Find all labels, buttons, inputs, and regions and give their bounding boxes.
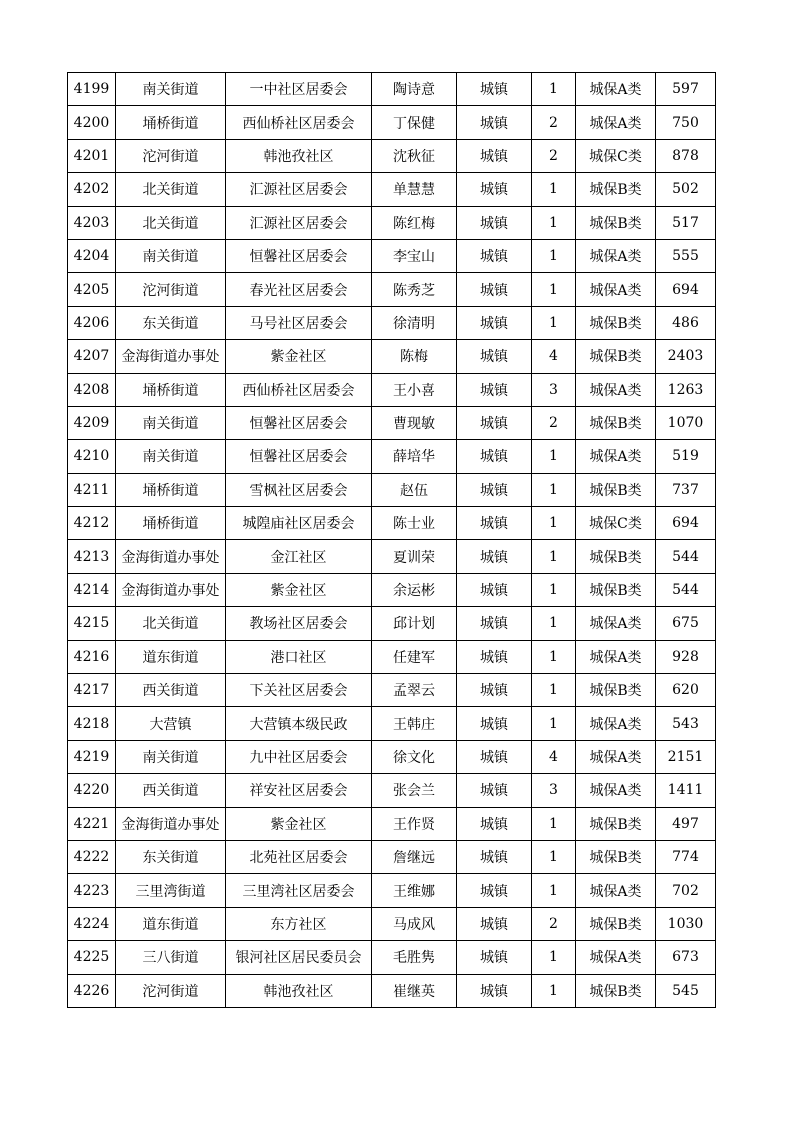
residence-type-cell: 城镇 xyxy=(457,340,532,373)
amount-cell: 1263 xyxy=(656,373,716,406)
name-cell: 赵伍 xyxy=(372,473,457,506)
table-row xyxy=(68,840,716,873)
name-cell: 陈士业 xyxy=(372,507,457,540)
amount-cell: 673 xyxy=(656,941,716,974)
record-number-cell: 4220 xyxy=(68,774,116,807)
residence-type-cell: 城镇 xyxy=(457,941,532,974)
community-cell: 雪枫社区居委会 xyxy=(226,473,372,506)
community-cell: 紫金社区 xyxy=(226,807,372,840)
residence-type-cell: 城镇 xyxy=(457,573,532,606)
table-row xyxy=(68,373,716,406)
table-row xyxy=(68,707,716,740)
amount-cell: 675 xyxy=(656,607,716,640)
table-row xyxy=(68,974,716,1007)
category-cell: 城保B类 xyxy=(576,907,656,940)
name-cell: 曹现敏 xyxy=(372,406,457,439)
community-cell: 汇源社区居委会 xyxy=(226,206,372,239)
table-row xyxy=(68,774,716,807)
table-row xyxy=(68,540,716,573)
amount-cell: 2403 xyxy=(656,340,716,373)
residence-type-cell: 城镇 xyxy=(457,540,532,573)
record-number-cell: 4222 xyxy=(68,840,116,873)
amount-cell: 737 xyxy=(656,473,716,506)
residence-type-cell: 城镇 xyxy=(457,674,532,707)
residence-type-cell: 城镇 xyxy=(457,607,532,640)
category-cell: 城保A类 xyxy=(576,774,656,807)
community-cell: 汇源社区居委会 xyxy=(226,173,372,206)
amount-cell: 555 xyxy=(656,239,716,272)
category-cell: 城保A类 xyxy=(576,607,656,640)
subdistrict-cell: 西关街道 xyxy=(116,674,226,707)
amount-cell: 1030 xyxy=(656,907,716,940)
amount-cell: 502 xyxy=(656,173,716,206)
amount-cell: 544 xyxy=(656,573,716,606)
record-number-cell: 4215 xyxy=(68,607,116,640)
residence-type-cell: 城镇 xyxy=(457,874,532,907)
amount-cell: 702 xyxy=(656,874,716,907)
record-number-cell: 4223 xyxy=(68,874,116,907)
roster-body xyxy=(68,73,716,1008)
name-cell: 詹继远 xyxy=(372,840,457,873)
community-cell: 春光社区居委会 xyxy=(226,273,372,306)
amount-cell: 1070 xyxy=(656,406,716,439)
category-cell: 城保B类 xyxy=(576,674,656,707)
household-size-cell: 1 xyxy=(532,540,576,573)
subdistrict-cell: 南关街道 xyxy=(116,406,226,439)
assistance-roster-table xyxy=(67,72,716,1008)
subdistrict-cell: 南关街道 xyxy=(116,740,226,773)
community-cell: 马号社区居委会 xyxy=(226,306,372,339)
residence-type-cell: 城镇 xyxy=(457,206,532,239)
amount-cell: 694 xyxy=(656,507,716,540)
household-size-cell: 1 xyxy=(532,206,576,239)
name-cell: 丁保健 xyxy=(372,106,457,139)
household-size-cell: 3 xyxy=(532,774,576,807)
record-number-cell: 4200 xyxy=(68,106,116,139)
household-size-cell: 3 xyxy=(532,373,576,406)
record-number-cell: 4217 xyxy=(68,674,116,707)
residence-type-cell: 城镇 xyxy=(457,640,532,673)
record-number-cell: 4206 xyxy=(68,306,116,339)
community-cell: 紫金社区 xyxy=(226,573,372,606)
subdistrict-cell: 西关街道 xyxy=(116,774,226,807)
table-row xyxy=(68,807,716,840)
record-number-cell: 4207 xyxy=(68,340,116,373)
table-row xyxy=(68,173,716,206)
amount-cell: 928 xyxy=(656,640,716,673)
record-number-cell: 4202 xyxy=(68,173,116,206)
household-size-cell: 1 xyxy=(532,273,576,306)
household-size-cell: 1 xyxy=(532,440,576,473)
name-cell: 陶诗意 xyxy=(372,73,457,106)
table-row xyxy=(68,73,716,106)
category-cell: 城保A类 xyxy=(576,740,656,773)
subdistrict-cell: 金海街道办事处 xyxy=(116,340,226,373)
community-cell: 恒馨社区居委会 xyxy=(226,239,372,272)
residence-type-cell: 城镇 xyxy=(457,139,532,172)
amount-cell: 519 xyxy=(656,440,716,473)
community-cell: 下关社区居委会 xyxy=(226,674,372,707)
table-row xyxy=(68,139,716,172)
household-size-cell: 1 xyxy=(532,640,576,673)
household-size-cell: 1 xyxy=(532,239,576,272)
name-cell: 李宝山 xyxy=(372,239,457,272)
subdistrict-cell: 南关街道 xyxy=(116,440,226,473)
table-row xyxy=(68,239,716,272)
subdistrict-cell: 北关街道 xyxy=(116,173,226,206)
community-cell: 城隍庙社区居委会 xyxy=(226,507,372,540)
name-cell: 邱计划 xyxy=(372,607,457,640)
residence-type-cell: 城镇 xyxy=(457,707,532,740)
record-number-cell: 4224 xyxy=(68,907,116,940)
name-cell: 王维娜 xyxy=(372,874,457,907)
amount-cell: 2151 xyxy=(656,740,716,773)
record-number-cell: 4216 xyxy=(68,640,116,673)
name-cell: 崔继英 xyxy=(372,974,457,1007)
amount-cell: 750 xyxy=(656,106,716,139)
record-number-cell: 4219 xyxy=(68,740,116,773)
category-cell: 城保B类 xyxy=(576,573,656,606)
name-cell: 薛培华 xyxy=(372,440,457,473)
residence-type-cell: 城镇 xyxy=(457,273,532,306)
residence-type-cell: 城镇 xyxy=(457,306,532,339)
table-row xyxy=(68,740,716,773)
household-size-cell: 1 xyxy=(532,941,576,974)
category-cell: 城保B类 xyxy=(576,406,656,439)
residence-type-cell: 城镇 xyxy=(457,740,532,773)
name-cell: 王作贤 xyxy=(372,807,457,840)
category-cell: 城保A类 xyxy=(576,373,656,406)
record-number-cell: 4211 xyxy=(68,473,116,506)
subdistrict-cell: 北关街道 xyxy=(116,607,226,640)
subdistrict-cell: 大营镇 xyxy=(116,707,226,740)
name-cell: 单慧慧 xyxy=(372,173,457,206)
community-cell: 恒馨社区居委会 xyxy=(226,406,372,439)
record-number-cell: 4204 xyxy=(68,239,116,272)
residence-type-cell: 城镇 xyxy=(457,807,532,840)
amount-cell: 543 xyxy=(656,707,716,740)
amount-cell: 1411 xyxy=(656,774,716,807)
category-cell: 城保B类 xyxy=(576,840,656,873)
category-cell: 城保B类 xyxy=(576,974,656,1007)
residence-type-cell: 城镇 xyxy=(457,406,532,439)
record-number-cell: 4209 xyxy=(68,406,116,439)
category-cell: 城保B类 xyxy=(576,340,656,373)
table-row xyxy=(68,874,716,907)
record-number-cell: 4213 xyxy=(68,540,116,573)
table-row xyxy=(68,907,716,940)
category-cell: 城保C类 xyxy=(576,139,656,172)
subdistrict-cell: 三里湾街道 xyxy=(116,874,226,907)
record-number-cell: 4221 xyxy=(68,807,116,840)
household-size-cell: 1 xyxy=(532,874,576,907)
name-cell: 陈红梅 xyxy=(372,206,457,239)
name-cell: 徐清明 xyxy=(372,306,457,339)
category-cell: 城保A类 xyxy=(576,106,656,139)
record-number-cell: 4208 xyxy=(68,373,116,406)
category-cell: 城保B类 xyxy=(576,807,656,840)
record-number-cell: 4218 xyxy=(68,707,116,740)
residence-type-cell: 城镇 xyxy=(457,473,532,506)
category-cell: 城保B类 xyxy=(576,206,656,239)
name-cell: 夏训荣 xyxy=(372,540,457,573)
residence-type-cell: 城镇 xyxy=(457,173,532,206)
table-row xyxy=(68,473,716,506)
household-size-cell: 1 xyxy=(532,974,576,1007)
record-number-cell: 4199 xyxy=(68,73,116,106)
community-cell: 大营镇本级民政 xyxy=(226,707,372,740)
category-cell: 城保A类 xyxy=(576,73,656,106)
table-row xyxy=(68,941,716,974)
subdistrict-cell: 道东街道 xyxy=(116,640,226,673)
community-cell: 九中社区居委会 xyxy=(226,740,372,773)
household-size-cell: 1 xyxy=(532,473,576,506)
subdistrict-cell: 金海街道办事处 xyxy=(116,573,226,606)
subdistrict-cell: 沱河街道 xyxy=(116,139,226,172)
table-row xyxy=(68,206,716,239)
amount-cell: 878 xyxy=(656,139,716,172)
community-cell: 三里湾社区居委会 xyxy=(226,874,372,907)
table-row xyxy=(68,306,716,339)
residence-type-cell: 城镇 xyxy=(457,774,532,807)
subdistrict-cell: 埇桥街道 xyxy=(116,473,226,506)
amount-cell: 620 xyxy=(656,674,716,707)
category-cell: 城保A类 xyxy=(576,640,656,673)
record-number-cell: 4226 xyxy=(68,974,116,1007)
amount-cell: 694 xyxy=(656,273,716,306)
subdistrict-cell: 东关街道 xyxy=(116,840,226,873)
category-cell: 城保A类 xyxy=(576,273,656,306)
record-number-cell: 4210 xyxy=(68,440,116,473)
household-size-cell: 1 xyxy=(532,840,576,873)
community-cell: 港口社区 xyxy=(226,640,372,673)
category-cell: 城保C类 xyxy=(576,507,656,540)
name-cell: 任建军 xyxy=(372,640,457,673)
household-size-cell: 2 xyxy=(532,139,576,172)
household-size-cell: 1 xyxy=(532,73,576,106)
residence-type-cell: 城镇 xyxy=(457,373,532,406)
residence-type-cell: 城镇 xyxy=(457,440,532,473)
community-cell: 东方社区 xyxy=(226,907,372,940)
name-cell: 张会兰 xyxy=(372,774,457,807)
subdistrict-cell: 道东街道 xyxy=(116,907,226,940)
table-row xyxy=(68,406,716,439)
table-row xyxy=(68,440,716,473)
amount-cell: 517 xyxy=(656,206,716,239)
household-size-cell: 1 xyxy=(532,507,576,540)
residence-type-cell: 城镇 xyxy=(457,907,532,940)
household-size-cell: 1 xyxy=(532,674,576,707)
residence-type-cell: 城镇 xyxy=(457,840,532,873)
subdistrict-cell: 南关街道 xyxy=(116,73,226,106)
community-cell: 北苑社区居委会 xyxy=(226,840,372,873)
community-cell: 祥安社区居委会 xyxy=(226,774,372,807)
category-cell: 城保A类 xyxy=(576,239,656,272)
subdistrict-cell: 三八街道 xyxy=(116,941,226,974)
household-size-cell: 1 xyxy=(532,607,576,640)
name-cell: 沈秋征 xyxy=(372,139,457,172)
name-cell: 徐文化 xyxy=(372,740,457,773)
subdistrict-cell: 东关街道 xyxy=(116,306,226,339)
amount-cell: 486 xyxy=(656,306,716,339)
community-cell: 一中社区居委会 xyxy=(226,73,372,106)
record-number-cell: 4203 xyxy=(68,206,116,239)
name-cell: 马成风 xyxy=(372,907,457,940)
community-cell: 银河社区居民委员会 xyxy=(226,941,372,974)
amount-cell: 545 xyxy=(656,974,716,1007)
residence-type-cell: 城镇 xyxy=(457,974,532,1007)
household-size-cell: 2 xyxy=(532,106,576,139)
residence-type-cell: 城镇 xyxy=(457,507,532,540)
name-cell: 陈秀芝 xyxy=(372,273,457,306)
residence-type-cell: 城镇 xyxy=(457,239,532,272)
name-cell: 王小喜 xyxy=(372,373,457,406)
table-row xyxy=(68,674,716,707)
subdistrict-cell: 金海街道办事处 xyxy=(116,540,226,573)
community-cell: 金江社区 xyxy=(226,540,372,573)
table-row xyxy=(68,340,716,373)
amount-cell: 544 xyxy=(656,540,716,573)
category-cell: 城保A类 xyxy=(576,440,656,473)
subdistrict-cell: 南关街道 xyxy=(116,239,226,272)
category-cell: 城保A类 xyxy=(576,874,656,907)
record-number-cell: 4225 xyxy=(68,941,116,974)
household-size-cell: 2 xyxy=(532,406,576,439)
amount-cell: 597 xyxy=(656,73,716,106)
category-cell: 城保B类 xyxy=(576,473,656,506)
household-size-cell: 1 xyxy=(532,707,576,740)
category-cell: 城保B类 xyxy=(576,173,656,206)
name-cell: 陈梅 xyxy=(372,340,457,373)
community-cell: 西仙桥社区居委会 xyxy=(226,106,372,139)
record-number-cell: 4205 xyxy=(68,273,116,306)
category-cell: 城保B类 xyxy=(576,306,656,339)
record-number-cell: 4201 xyxy=(68,139,116,172)
community-cell: 韩池孜社区 xyxy=(226,139,372,172)
table-row xyxy=(68,607,716,640)
community-cell: 教场社区居委会 xyxy=(226,607,372,640)
subdistrict-cell: 金海街道办事处 xyxy=(116,807,226,840)
residence-type-cell: 城镇 xyxy=(457,106,532,139)
table-row xyxy=(68,106,716,139)
amount-cell: 774 xyxy=(656,840,716,873)
community-cell: 恒馨社区居委会 xyxy=(226,440,372,473)
household-size-cell: 2 xyxy=(532,907,576,940)
community-cell: 韩池孜社区 xyxy=(226,974,372,1007)
subdistrict-cell: 埇桥街道 xyxy=(116,373,226,406)
subdistrict-cell: 埇桥街道 xyxy=(116,507,226,540)
subdistrict-cell: 沱河街道 xyxy=(116,974,226,1007)
category-cell: 城保B类 xyxy=(576,540,656,573)
subdistrict-cell: 沱河街道 xyxy=(116,273,226,306)
name-cell: 孟翠云 xyxy=(372,674,457,707)
household-size-cell: 1 xyxy=(532,573,576,606)
amount-cell: 497 xyxy=(656,807,716,840)
record-number-cell: 4214 xyxy=(68,573,116,606)
household-size-cell: 4 xyxy=(532,340,576,373)
name-cell: 余运彬 xyxy=(372,573,457,606)
table-row xyxy=(68,640,716,673)
household-size-cell: 1 xyxy=(532,306,576,339)
residence-type-cell: 城镇 xyxy=(457,73,532,106)
name-cell: 王韩庄 xyxy=(372,707,457,740)
household-size-cell: 4 xyxy=(532,740,576,773)
category-cell: 城保A类 xyxy=(576,941,656,974)
household-size-cell: 1 xyxy=(532,173,576,206)
table-row xyxy=(68,573,716,606)
name-cell: 毛胜隽 xyxy=(372,941,457,974)
table-row xyxy=(68,507,716,540)
table-row xyxy=(68,273,716,306)
household-size-cell: 1 xyxy=(532,807,576,840)
category-cell: 城保A类 xyxy=(576,707,656,740)
subdistrict-cell: 埇桥街道 xyxy=(116,106,226,139)
community-cell: 西仙桥社区居委会 xyxy=(226,373,372,406)
community-cell: 紫金社区 xyxy=(226,340,372,373)
subdistrict-cell: 北关街道 xyxy=(116,206,226,239)
record-number-cell: 4212 xyxy=(68,507,116,540)
